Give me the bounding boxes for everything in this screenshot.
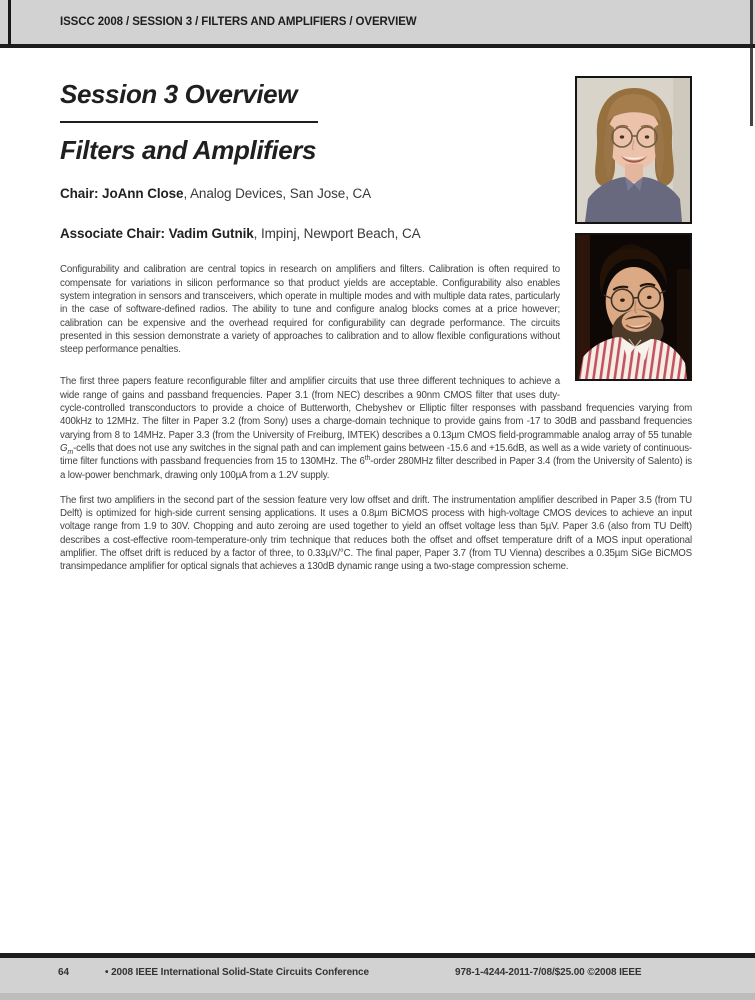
- portraits-column: [575, 76, 692, 381]
- page-bottom-edge: [0, 993, 755, 1000]
- title-underline: [60, 121, 318, 123]
- gm-symbol-main: G: [60, 442, 68, 454]
- chair-portrait-illustration: [577, 78, 690, 222]
- associate-chair-portrait-illustration: [577, 235, 690, 379]
- footer-copyright-text: 978-1-4244-2011-7/08/$25.00 ©2008 IEEE: [455, 967, 642, 978]
- chair-role-name: Chair: JoAnn Close: [60, 186, 184, 201]
- overview-paragraph-2: [60, 375, 692, 481]
- gm-symbol-subscript: m: [67, 448, 74, 456]
- paragraph-2-text-c: -order 280MHz filter described in Paper 3.4 (from the University of Salento) is a low-power benchmark, drawing only 100µA from a 1.2V supply.: [60, 456, 692, 481]
- scan-mark-left: [8, 0, 11, 44]
- session-subtitle: Filters and Amplifiers: [60, 135, 317, 165]
- gm-symbol: [60, 443, 73, 454]
- chair-portrait-photo: [575, 76, 692, 224]
- page-footer: [0, 953, 755, 1000]
- associate-chair-portrait-photo: [575, 233, 692, 381]
- paragraph-2-text-a: The first three papers feature reconfigurable filter and amplifier circuits that use three different techniques to achieve a wide range of gains and passband frequencies. Paper 3.1 (from NEC) describes a 90nm CMOS filter that uses duty-cycle-controlled transconductors to provide a choice of Butterworth, Chebyshev or Elliptic filter responses with passband frequencies varying from 400kHz to 12MHz. The filter in Paper 3.2 (from Sony) uses a charge-domain technique to provide gains from -17 to 30dB and passband frequencies varying from 8 to 14MHz. Paper 3.3 (from the University of Freiburg, IMTEK) describes a 0.13µm CMOS field-programmable analog array of 55 tunable: [60, 376, 692, 441]
- footer-conference-text: • 2008 IEEE International Solid-State Circuits Conference: [105, 967, 369, 978]
- footer-band: [0, 958, 755, 1000]
- ordinal-superscript: th: [364, 455, 371, 462]
- page-title: Session 3 Overview: [60, 79, 298, 109]
- associate-chair-affiliation: , Impinj, Newport Beach, CA: [253, 226, 421, 242]
- chair-affiliation: , Analog Devices, San Jose, CA: [183, 186, 372, 201]
- paragraph-2-text-b: -cells that does not use any switches in the signal path and can implement gains between -15.6 and +15.6dB, as well as a wide variety of continuous-time filter functions with passband frequencies from 15 to 130MHz. The 6: [60, 442, 692, 468]
- overview-paragraph-1: Configurability and calibration are central topics in research on amplifiers and filters. Calibration is often required to compensate for variations in silicon performance so that product yields are acceptable. Configurability also enables system integration in sensors and transceivers, which operate in multiple modes and with multiple data rates, particularly in the case of software-defined radios. The ability to tune and configure analog blocks comes at a price however; calibration can be expensive and the overhead required for configurability can degrade performance. The circuits presented in this session demonstrate a variety of approaches to calibration and to allow flexible configurations without steep performance penalties.: [60, 264, 560, 356]
- running-head-band: [0, 0, 755, 44]
- page-number: 64: [58, 967, 69, 978]
- breadcrumb: ISSCC 2008 / SESSION 3 / FILTERS AND AMPLIFIERS / OVERVIEW: [60, 16, 417, 28]
- overview-paragraph-3: The first two amplifiers in the second part of the session feature very low offset and drift. The instrumentation amplifier described in Paper 3.5 (from TU Delft) is optimized for high-side current sensing applications. It uses a 0.8µm BiCMOS process with high-voltage CMOS devices to achieve an input voltage range from 1.9 to 30V. Chopping and auto zeroing are used together to yield an offset voltage less than 5µV. Paper 3.6 (also from TU Delft) describes a cost-effective room-temperature-only trim technique that reduces both the offset and offset temperature drift of a MOS input operational amplifier. The offset drift is reduced by a factor of three, to 0.33µV/°C. The final paper, Paper 3.7 (from TU Vienna) describes a 0.35µm SiGe BiCMOS transimpedance amplifier for optical signals that achieves a 130dB dynamic range using a two-stage compression scheme.: [60, 494, 692, 573]
- associate-chair-role-name: Associate Chair: Vadim Gutnik: [60, 226, 254, 242]
- page-content: [0, 48, 755, 574]
